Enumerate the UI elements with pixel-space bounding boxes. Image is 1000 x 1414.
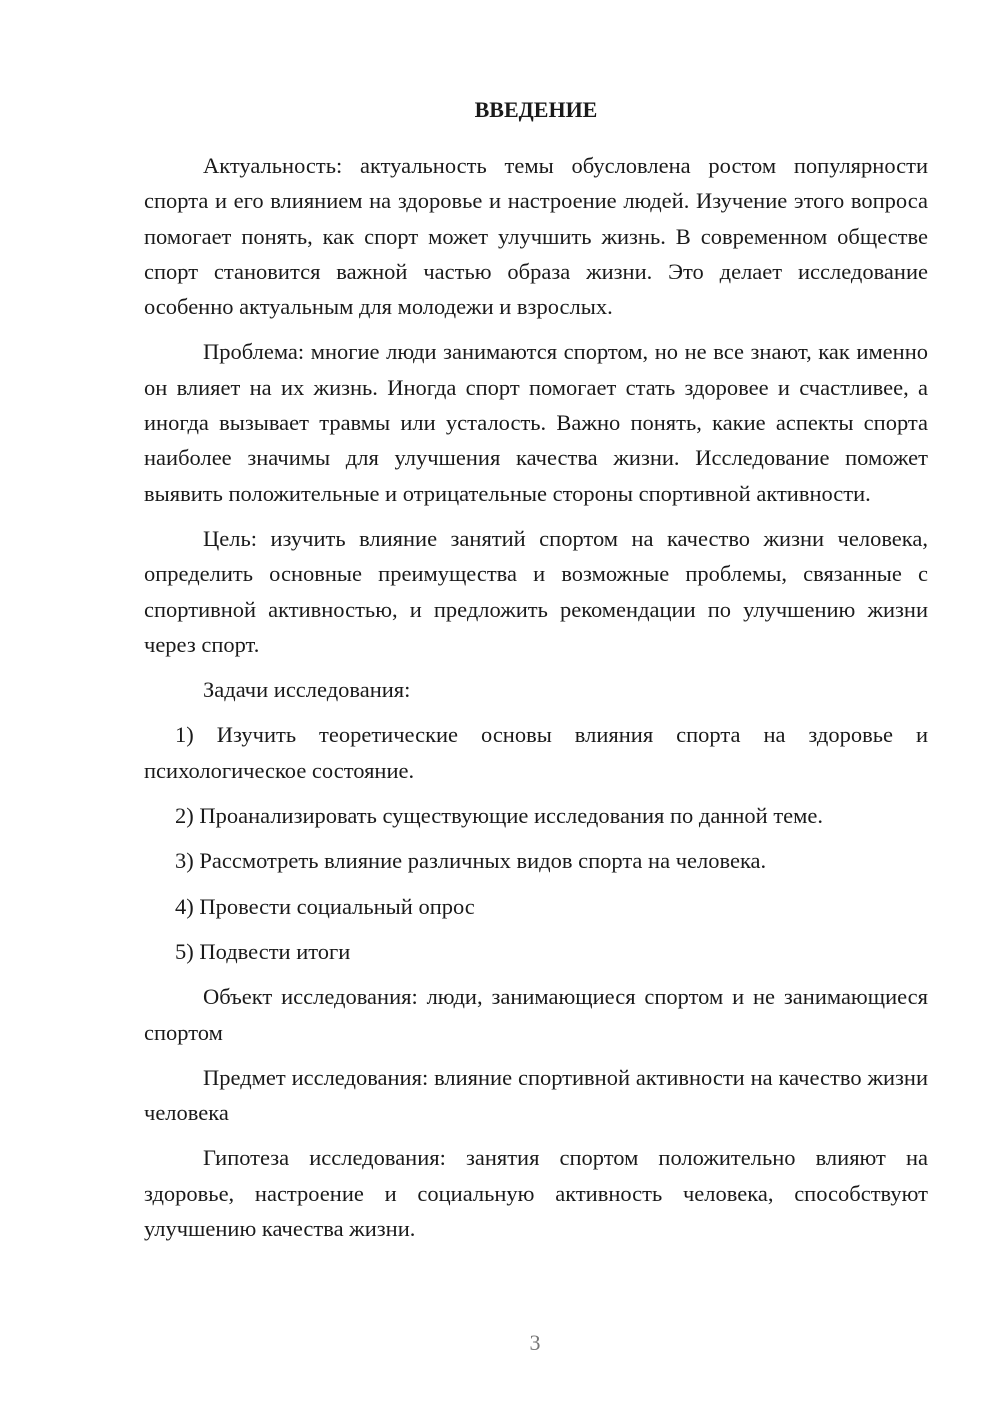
- page-content: [144, 92, 928, 1256]
- task-item-2: 2) Проанализировать существующие исследования по данной теме.: [175, 803, 824, 829]
- task-item-4: 4) Провести социальный опрос: [175, 893, 475, 919]
- task-item-3: 3) Рассмотреть влияние различных видов спорта на человека.: [175, 848, 767, 874]
- tasks-heading: Задачи исследования:: [203, 677, 411, 703]
- page-number: 3: [529, 1330, 541, 1355]
- section-heading: ВВЕДЕНИЕ: [474, 97, 598, 122]
- tasks-list: [144, 717, 928, 969]
- paragraph-relevance: Актуальность: актуальность темы обусловлена ростом популярности спорта и его влиянием на здоровье и настроение людей. Изучение этого вопроса помогает понять, как спорт может улучшить жизнь. В современном обществе спорт становится важной частью образа жизни. Это делает исследование особенно актуальным для молодежи и взрослых.: [144, 153, 928, 320]
- paragraph-goal: Цель: изучить влияние занятий спортом на качество жизни человека, определить основные преимущества и возможные проблемы, связанные с спортивной активностью, и предложить рекомендации по улучшению жизни через спорт.: [144, 525, 928, 657]
- paragraph-hypothesis: Гипотеза исследования: занятия спортом положительно влияют на здоровье, настроение и социальную активность человека, способствуют улучшению качества жизни.: [144, 1145, 928, 1242]
- task-item-5: 5) Подвести итоги: [175, 938, 351, 964]
- paragraph-object: Объект исследования: люди, занимающиеся спортом и не занимающиеся спортом: [144, 984, 928, 1045]
- task-item-1: 1) Изучить теоретические основы влияния спорта на здоровье и психологическое состояние.: [144, 722, 928, 783]
- paragraph-problem: Проблема: многие люди занимаются спортом, но не все знают, как именно он влияет на их жизнь. Иногда спорт помогает стать здоровее и счастливее, а иногда вызывает травмы или усталость. Важно понять, какие аспекты спорта наиболее значимы для улучшения качества жизни. Исследование поможет выявить положительные и отрицательные стороны спортивной активности.: [144, 339, 928, 506]
- paragraph-subject: Предмет исследования: влияние спортивной активности на качество жизни человека: [144, 1064, 928, 1126]
